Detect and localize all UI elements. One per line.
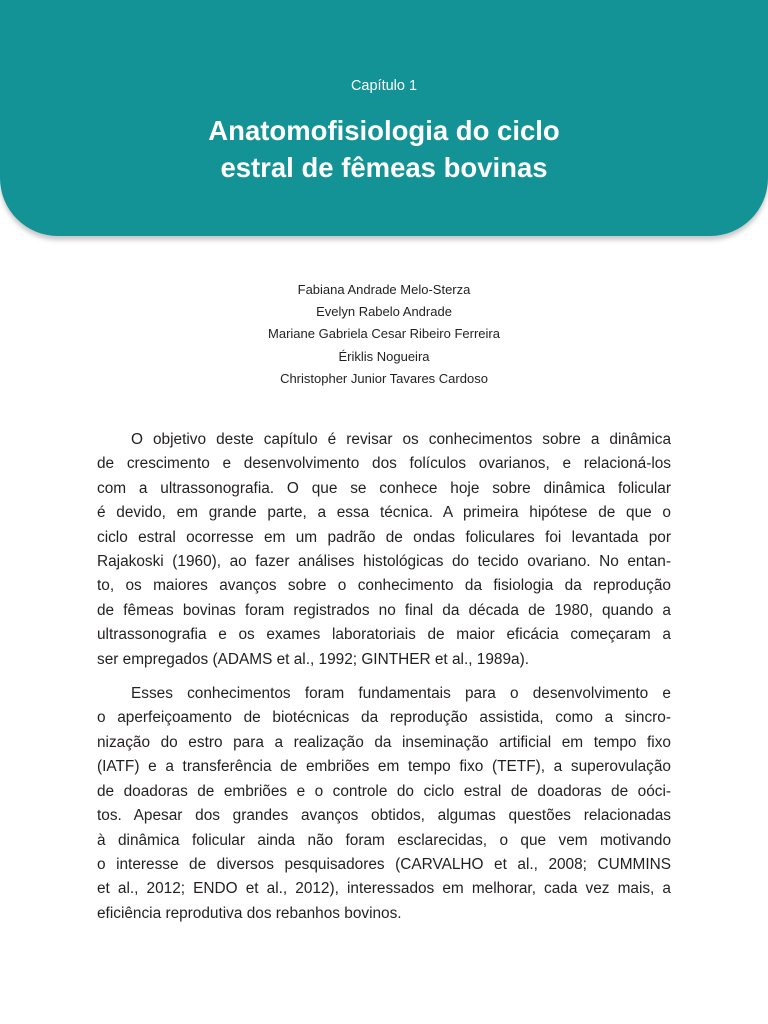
paragraph-line: de fêmeas bovinas foram registrados no final da década de 1980, quando a <box>97 601 671 619</box>
body-paragraph <box>97 682 671 926</box>
author-name: Christopher Junior Tavares Cardoso <box>280 370 488 386</box>
author-name: Fabiana Andrade Melo-Sterza <box>297 282 471 297</box>
paragraph-line: tos. Apesar dos grandes avanços obtidos, algumas questões relacionadas <box>97 807 671 825</box>
paragraph-line: Rajakoski (1960), ao fazer análises histológicas do tecido ovariano. No entan- <box>97 553 671 571</box>
paragraph-line: o interesse de diversos pesquisadores (CARVALHO et al., 2008; CUMMINS <box>97 855 671 873</box>
paragraph-line: à dinâmica folicular ainda não foram esclarecidas, o que vem motivando <box>97 831 671 849</box>
author-name: Mariane Gabriela Cesar Ribeiro Ferreira <box>268 326 500 342</box>
paragraph-line: de crescimento e desenvolvimento dos folículos ovarianos, e relacioná-los <box>97 455 671 473</box>
author-list <box>0 279 768 390</box>
chapter-header-banner <box>0 0 768 236</box>
paragraph-line: nização do estro para a realização da inseminação artificial em tempo fixo <box>97 733 671 751</box>
paragraph-line: eficiência reprodutiva dos rebanhos bovinos. <box>97 904 402 922</box>
paragraph-line: Esses conhecimentos foram fundamentais para o desenvolvimento e <box>131 685 671 703</box>
chapter-body <box>97 428 671 926</box>
chapter-title <box>0 112 768 186</box>
paragraph-line: et al., 2012; ENDO et al., 2012), interessados em melhorar, cada vez mais, a <box>97 880 671 898</box>
paragraph-line: é devido, em grande parte, a essa técnica. A primeira hipótese de que o <box>97 504 671 522</box>
paragraph-line: com a ultrassonografia. O que se conhece hoje sobre dinâmica folicular <box>97 479 671 497</box>
chapter-title-line: Anatomofisiologia do ciclo <box>208 115 560 146</box>
paragraph-line: to, os maiores avanços sobre o conhecimento da fisiologia da reprodução <box>97 577 671 595</box>
paragraph-line: ser empregados (ADAMS et al., 1992; GINTHER et al., 1989a). <box>97 650 529 668</box>
author-name: Ériklis Nogueira <box>338 348 430 364</box>
paragraph-line: O objetivo deste capítulo é revisar os conhecimentos sobre a dinâmica <box>131 431 671 448</box>
paragraph-line: ultrassonografia e os exames laboratoriais de maior eficácia começaram a <box>97 626 671 644</box>
body-paragraph <box>97 428 671 672</box>
chapter-title-line: estral de fêmeas bovinas <box>220 152 548 183</box>
paragraph-line: (IATF) e a transferência de embriões em tempo fixo (TETF), a superovulação <box>97 758 671 776</box>
paragraph-line: o aperfeiçoamento de biotécnicas da reprodução assistida, como a sincro- <box>97 709 671 727</box>
paragraph-line: de doadoras de embriões e o controle do ciclo estral de doadoras de oóci- <box>97 782 671 800</box>
author-name: Evelyn Rabelo Andrade <box>316 304 452 320</box>
paragraph-line: ciclo estral ocorresse em um padrão de ondas foliculares foi levantada por <box>97 528 671 546</box>
chapter-label: Capítulo 1 <box>350 78 418 94</box>
